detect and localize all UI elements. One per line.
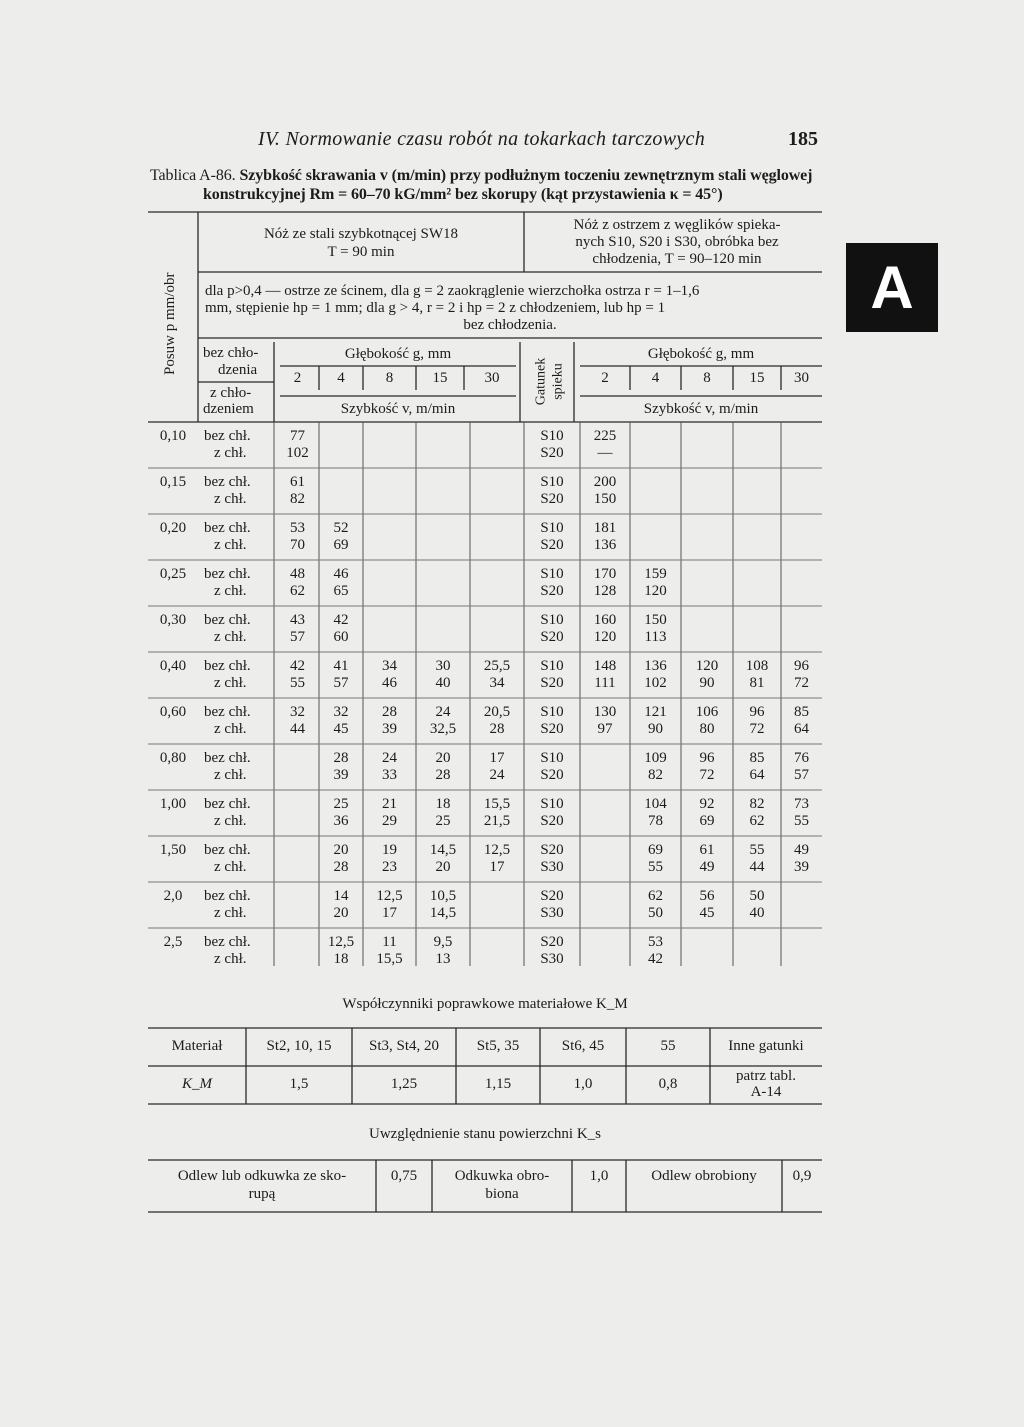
material-row-label: Materiał bbox=[171, 1038, 223, 1054]
carbide-title-3: chłodzenia, T = 90–120 min bbox=[592, 251, 762, 267]
cooling-label: bez chł. bbox=[204, 428, 251, 444]
carbide-speed: 61 bbox=[699, 842, 715, 858]
carbide-speed: 120 bbox=[695, 658, 719, 674]
hss-speed-dry: 25,5 bbox=[483, 658, 511, 674]
carbide-title-1: Nóż z ostrzem z węglików spieka- bbox=[573, 217, 781, 233]
speed-header-right: Szybkość v, m/min bbox=[643, 401, 759, 417]
hss-speed-dry: 77 bbox=[290, 428, 305, 444]
carbide-speed: 150 bbox=[593, 491, 617, 507]
carbide-grade: S10 bbox=[540, 612, 564, 628]
hss-speed-cooled: 28 bbox=[489, 721, 505, 737]
carbide-speed: 90 bbox=[648, 721, 663, 737]
cooling-label: z chł. bbox=[214, 675, 247, 691]
carbide-grade: S20 bbox=[540, 888, 564, 904]
carbide-grade: S20 bbox=[540, 813, 564, 829]
hss-speed-cooled: 55 bbox=[290, 675, 305, 691]
hss-speed-cooled: 57 bbox=[290, 629, 305, 645]
carbide-grade: S30 bbox=[540, 905, 564, 921]
km-value-1: 1,5 bbox=[289, 1076, 309, 1092]
note-line-1: dla p>0,4 — ostrze ze ścinem, dla g = 2 zaokrąglenie wierzchołka ostrza r = 1–1,6 bbox=[205, 283, 700, 299]
hss-speed-dry: 10,5 bbox=[429, 888, 457, 904]
hss-speed-dry: 14 bbox=[333, 888, 349, 904]
hss-speed-cooled: 25 bbox=[435, 813, 451, 829]
material-6: Inne gatunki bbox=[728, 1038, 804, 1054]
carbide-grade: S10 bbox=[540, 704, 564, 720]
hss-speed-dry: 42 bbox=[333, 612, 349, 628]
hss-speed-dry: 20,5 bbox=[483, 704, 511, 720]
carbide-speed: 148 bbox=[593, 658, 617, 674]
carbide-speed: 55 bbox=[794, 813, 809, 829]
hss-speed-cooled: 20 bbox=[333, 905, 349, 921]
carbide-speed: 64 bbox=[794, 721, 809, 737]
carbide-grade: S10 bbox=[540, 796, 564, 812]
hss-speed-dry: 42 bbox=[290, 658, 305, 674]
material-1: St2, 10, 15 bbox=[266, 1038, 332, 1054]
surface-item-3: Odlew obrobiony bbox=[651, 1168, 757, 1184]
feed-value: 0,30 bbox=[159, 612, 187, 628]
carbide-grade: S10 bbox=[540, 658, 564, 674]
hss-speed-dry: 32 bbox=[333, 704, 349, 720]
hss-speed-dry: 12,5 bbox=[376, 888, 403, 904]
carbide-grade: S20 bbox=[540, 491, 564, 507]
feed-value: 0,20 bbox=[159, 520, 187, 536]
depth-left-30: 30 bbox=[484, 370, 500, 386]
surface-item-2a: Odkuwka obro- bbox=[454, 1168, 550, 1184]
carbide-speed: 109 bbox=[644, 750, 667, 766]
feed-column-header: Posuw p mm/obr bbox=[162, 272, 178, 375]
table-label: Tablica A-86. bbox=[150, 167, 236, 184]
carbide-speed: 44 bbox=[749, 859, 765, 875]
cooling-label: z chł. bbox=[214, 491, 247, 507]
carbide-speed: 69 bbox=[648, 842, 663, 858]
hss-speed-dry: 48 bbox=[290, 566, 305, 582]
carbide-speed: 53 bbox=[648, 934, 663, 950]
carbide-speed: 64 bbox=[749, 767, 765, 783]
cooling-label: z chł. bbox=[214, 445, 247, 461]
carbide-speed: 96 bbox=[794, 658, 809, 674]
speed-header-left: Szybkość v, m/min bbox=[340, 401, 456, 417]
carbide-speed: 62 bbox=[749, 813, 765, 829]
carbide-speed: 56 bbox=[699, 888, 715, 904]
surface-item-2b: biona bbox=[485, 1186, 519, 1202]
carbide-grade: S10 bbox=[540, 566, 564, 582]
carbide-speed: 49 bbox=[794, 842, 809, 858]
carbide-speed: 136 bbox=[644, 658, 667, 674]
carbide-speed: 69 bbox=[699, 813, 715, 829]
carbide-speed: 78 bbox=[648, 813, 663, 829]
feed-value: 0,15 bbox=[159, 474, 187, 490]
hss-speed-cooled: 39 bbox=[333, 767, 349, 783]
carbide-speed: 49 bbox=[699, 859, 715, 875]
hss-speed-cooled: 32,5 bbox=[429, 721, 457, 737]
cooling-label: z chł. bbox=[214, 813, 247, 829]
carbide-grade: S30 bbox=[540, 859, 564, 875]
grade-header-2: spieku bbox=[550, 363, 566, 400]
surface-value-3: 0,9 bbox=[792, 1168, 812, 1184]
hss-speed-cooled: 21,5 bbox=[483, 813, 511, 829]
surface-value-2: 1,0 bbox=[589, 1168, 609, 1184]
carbide-grade: S20 bbox=[540, 721, 564, 737]
carbide-speed: 113 bbox=[644, 629, 667, 645]
depth-left-15: 15 bbox=[432, 370, 448, 386]
carbide-speed: 136 bbox=[593, 537, 617, 553]
depth-right-15: 15 bbox=[749, 370, 765, 386]
carbide-speed: 97 bbox=[597, 721, 613, 737]
feed-value: 1,00 bbox=[159, 796, 187, 812]
carbide-speed: 85 bbox=[749, 750, 765, 766]
carbide-grade: S10 bbox=[540, 474, 564, 490]
carbide-grade: S20 bbox=[540, 537, 564, 553]
hss-speed-dry: 25 bbox=[333, 796, 349, 812]
carbide-grade: S20 bbox=[540, 675, 564, 691]
cooling-label: bez chł. bbox=[204, 842, 251, 858]
hss-speed-cooled: 60 bbox=[333, 629, 349, 645]
hss-speed-cooled: 36 bbox=[333, 813, 349, 829]
hss-speed-cooled: 17 bbox=[382, 905, 397, 921]
carbide-grade: S20 bbox=[540, 445, 564, 461]
hss-speed-cooled: 29 bbox=[382, 813, 397, 829]
carbide-speed: 128 bbox=[593, 583, 617, 599]
hss-speed-cooled: 69 bbox=[333, 537, 349, 553]
carbide-speed: 82 bbox=[749, 796, 765, 812]
carbide-speed: 120 bbox=[644, 583, 667, 599]
depth-right-30: 30 bbox=[794, 370, 809, 386]
km-value-4: 1,0 bbox=[573, 1076, 593, 1092]
carbide-speed: 90 bbox=[699, 675, 715, 691]
cooling-label: bez chł. bbox=[204, 474, 251, 490]
grade-header-1: Gatunek bbox=[533, 357, 549, 406]
hss-speed-cooled: 23 bbox=[382, 859, 397, 875]
hss-speed-cooled: 14,5 bbox=[429, 905, 457, 921]
carbide-speed: 92 bbox=[699, 796, 715, 812]
hss-speed-dry: 30 bbox=[435, 658, 451, 674]
feed-value: 2,0 bbox=[163, 888, 183, 904]
hss-speed-cooled: 24 bbox=[489, 767, 505, 783]
km-value-3: 1,15 bbox=[484, 1076, 512, 1092]
hss-speed-dry: 52 bbox=[333, 520, 349, 536]
carbide-speed: 42 bbox=[648, 951, 663, 967]
note-line-3: bez chłodzenia. bbox=[463, 317, 557, 333]
carbide-speed: 85 bbox=[794, 704, 809, 720]
carbide-speed: 62 bbox=[648, 888, 663, 904]
running-head: IV. Normowanie czasu robót na tokarkach tarczowych bbox=[258, 128, 706, 150]
hss-speed-cooled: 17 bbox=[489, 859, 505, 875]
km-value-2: 1,25 bbox=[390, 1076, 418, 1092]
hss-speed-cooled: 82 bbox=[290, 491, 305, 507]
km-row-label: K_M bbox=[182, 1076, 212, 1092]
hss-speed-dry: 53 bbox=[290, 520, 305, 536]
carbide-speed: 55 bbox=[648, 859, 663, 875]
hss-speed-cooled: 13 bbox=[435, 951, 451, 967]
hss-speed-dry: 19 bbox=[382, 842, 397, 858]
carbide-speed: 72 bbox=[699, 767, 715, 783]
table-caption-line-2: konstrukcyjnej Rm = 60–70 kG/mm² bez skorupy (kąt przystawienia κ = 45°) bbox=[203, 186, 723, 203]
carbide-speed: 160 bbox=[593, 612, 617, 628]
hss-speed-dry: 12,5 bbox=[483, 842, 511, 858]
carbide-grade: S10 bbox=[540, 428, 564, 444]
hss-speed-cooled: 45 bbox=[333, 721, 349, 737]
carbide-speed: 200 bbox=[593, 474, 617, 490]
cooling-label: bez chł. bbox=[204, 934, 251, 950]
page-number: 185 bbox=[788, 128, 818, 150]
hss-speed-dry: 11 bbox=[382, 934, 397, 950]
material-5: 55 bbox=[660, 1038, 676, 1054]
cooling-header-4: dzeniem bbox=[203, 401, 254, 417]
carbide-speed: 106 bbox=[695, 704, 719, 720]
depth-left-2: 2 bbox=[293, 370, 302, 386]
carbide-speed: 81 bbox=[749, 675, 765, 691]
cooling-label: z chł. bbox=[214, 905, 247, 921]
hss-speed-dry: 46 bbox=[333, 566, 349, 582]
hss-speed-cooled: 28 bbox=[333, 859, 349, 875]
hss-speed-cooled: 33 bbox=[382, 767, 397, 783]
carbide-speed: 225 bbox=[593, 428, 617, 444]
cooling-header-2: dzenia bbox=[218, 362, 258, 378]
hss-speed-dry: 24 bbox=[382, 750, 397, 766]
cooling-label: z chł. bbox=[214, 951, 247, 967]
depth-header-left: Głębokość g, mm bbox=[344, 346, 452, 362]
feed-value: 0,40 bbox=[159, 658, 187, 674]
hss-tool-life: T = 90 min bbox=[327, 244, 395, 260]
hss-speed-dry: 12,5 bbox=[327, 934, 355, 950]
hss-speed-dry: 61 bbox=[290, 474, 305, 490]
hss-speed-cooled: 46 bbox=[382, 675, 397, 691]
hss-speed-dry: 28 bbox=[382, 704, 397, 720]
depth-left-8: 8 bbox=[385, 370, 394, 386]
carbide-speed: 111 bbox=[594, 675, 616, 691]
hss-speed-cooled: 57 bbox=[333, 675, 349, 691]
carbide-speed: 181 bbox=[593, 520, 617, 536]
hss-speed-dry: 43 bbox=[290, 612, 305, 628]
material-3: St5, 35 bbox=[476, 1038, 520, 1054]
carbide-speed: 45 bbox=[699, 905, 715, 921]
km-value-5: 0,8 bbox=[658, 1076, 678, 1092]
feed-value: 0,10 bbox=[159, 428, 187, 444]
hss-speed-cooled: 20 bbox=[435, 859, 451, 875]
hss-speed-cooled: 62 bbox=[290, 583, 305, 599]
carbide-speed: 57 bbox=[794, 767, 809, 783]
hss-speed-dry: 41 bbox=[333, 658, 349, 674]
hss-speed-cooled: 102 bbox=[286, 445, 309, 461]
feed-value: 0,80 bbox=[159, 750, 187, 766]
cooling-label: z chł. bbox=[214, 859, 247, 875]
carbide-speed: 108 bbox=[745, 658, 769, 674]
carbide-grade: S10 bbox=[540, 520, 564, 536]
carbide-speed: 73 bbox=[794, 796, 809, 812]
hss-speed-cooled: 34 bbox=[489, 675, 505, 691]
carbide-speed: 130 bbox=[593, 704, 617, 720]
carbide-speed: 80 bbox=[699, 721, 715, 737]
cooling-label: bez chł. bbox=[204, 520, 251, 536]
carbide-title-2: nych S10, S20 i S30, obróbka bez bbox=[575, 234, 779, 250]
cooling-label: z chł. bbox=[214, 767, 247, 783]
carbide-grade: S10 bbox=[540, 750, 564, 766]
hss-speed-cooled: 44 bbox=[290, 721, 305, 737]
hss-speed-cooled: 40 bbox=[435, 675, 451, 691]
carbide-speed: 120 bbox=[593, 629, 617, 645]
surface-item-1b: rupą bbox=[248, 1186, 276, 1202]
material-2: St3, St4, 20 bbox=[368, 1038, 440, 1054]
hss-speed-dry: 14,5 bbox=[429, 842, 457, 858]
carbide-speed: 39 bbox=[794, 859, 809, 875]
hss-title: Nóż ze stali szybkotnącej SW18 bbox=[263, 226, 459, 242]
hss-speed-dry: 20 bbox=[333, 842, 349, 858]
depth-right-8: 8 bbox=[703, 370, 711, 386]
material-coeff-title: Współczynniki poprawkowe materiałowe K_M bbox=[342, 996, 628, 1012]
carbide-speed: 72 bbox=[794, 675, 809, 691]
cooling-label: z chł. bbox=[214, 537, 247, 553]
cooling-label: z chł. bbox=[214, 583, 247, 599]
carbide-speed: 55 bbox=[749, 842, 765, 858]
feed-value: 0,60 bbox=[159, 704, 187, 720]
cooling-label: bez chł. bbox=[204, 658, 251, 674]
depth-left-4: 4 bbox=[337, 370, 345, 386]
hss-speed-cooled: 39 bbox=[382, 721, 397, 737]
carbide-speed: 40 bbox=[749, 905, 765, 921]
carbide-speed: 96 bbox=[699, 750, 715, 766]
km-value-6a: patrz tabl. bbox=[736, 1068, 796, 1084]
note-line-2: mm, stępienie hp = 1 mm; dla g > 4, r = 2 i hp = 2 z chłodzeniem, lub hp = 1 bbox=[205, 300, 666, 316]
feed-value: 2,5 bbox=[163, 934, 183, 950]
carbide-grade: S20 bbox=[540, 934, 564, 950]
depth-right-4: 4 bbox=[651, 370, 660, 386]
carbide-speed: 170 bbox=[593, 566, 617, 582]
hss-speed-cooled: 18 bbox=[333, 951, 349, 967]
surface-item-1a: Odlew lub odkuwka ze sko- bbox=[177, 1168, 347, 1184]
material-4: St6, 45 bbox=[561, 1038, 605, 1054]
carbide-speed: 76 bbox=[794, 750, 809, 766]
cooling-label: bez chł. bbox=[204, 566, 251, 582]
carbide-grade: S20 bbox=[540, 629, 564, 645]
carbide-grade: S30 bbox=[540, 951, 564, 967]
carbide-speed: 50 bbox=[648, 905, 663, 921]
hss-speed-cooled: 70 bbox=[290, 537, 305, 553]
hss-speed-dry: 9,5 bbox=[433, 934, 453, 950]
carbide-speed: 121 bbox=[644, 704, 667, 720]
hss-speed-cooled: 65 bbox=[333, 583, 349, 599]
cooling-label: bez chł. bbox=[204, 796, 251, 812]
feed-value: 0,25 bbox=[159, 566, 187, 582]
hss-speed-dry: 28 bbox=[333, 750, 349, 766]
cooling-header-1: bez chło- bbox=[203, 345, 259, 361]
carbide-speed: 159 bbox=[644, 566, 667, 582]
km-value-6b: A-14 bbox=[750, 1084, 782, 1100]
hss-speed-dry: 15,5 bbox=[483, 796, 511, 812]
hss-speed-dry: 34 bbox=[382, 658, 397, 674]
carbide-speed: 82 bbox=[648, 767, 663, 783]
hss-speed-cooled: 28 bbox=[435, 767, 451, 783]
cooling-header-3: z chło- bbox=[210, 385, 252, 401]
feed-value: 1,50 bbox=[159, 842, 187, 858]
cooling-label: bez chł. bbox=[204, 750, 251, 766]
cooling-label: z chł. bbox=[214, 629, 247, 645]
hss-speed-dry: 24 bbox=[435, 704, 451, 720]
cooling-label: z chł. bbox=[214, 721, 247, 737]
depth-right-2: 2 bbox=[601, 370, 609, 386]
surface-value-1: 0,75 bbox=[390, 1168, 418, 1184]
hss-speed-dry: 21 bbox=[382, 796, 397, 812]
cooling-label: bez chł. bbox=[204, 888, 251, 904]
carbide-speed: 72 bbox=[749, 721, 765, 737]
carbide-grade: S20 bbox=[540, 583, 564, 599]
carbide-speed: 150 bbox=[644, 612, 667, 628]
thumb-index-tab: A bbox=[846, 243, 938, 332]
hss-speed-cooled: 15,5 bbox=[376, 951, 403, 967]
hss-speed-dry: 18 bbox=[435, 796, 451, 812]
carbide-speed: 96 bbox=[749, 704, 765, 720]
hss-speed-dry: 20 bbox=[435, 750, 451, 766]
hss-speed-dry: 17 bbox=[489, 750, 505, 766]
carbide-speed: — bbox=[597, 445, 613, 461]
carbide-grade: S20 bbox=[540, 767, 564, 783]
carbide-speed: 104 bbox=[644, 796, 667, 812]
hss-speed-dry: 32 bbox=[290, 704, 305, 720]
carbide-speed: 50 bbox=[749, 888, 765, 904]
cooling-label: bez chł. bbox=[204, 612, 251, 628]
caption-text-1: Szybkość skrawania v (m/min) przy podłużnym toczeniu zewnętrznym stali węglowej bbox=[239, 167, 813, 184]
depth-header-right: Głębokość g, mm bbox=[647, 346, 755, 362]
surface-coeff-title: Uwzględnienie stanu powierzchni K_s bbox=[368, 1126, 602, 1142]
carbide-speed: 102 bbox=[644, 675, 667, 691]
carbide-grade: S20 bbox=[540, 842, 564, 858]
cooling-label: bez chł. bbox=[204, 704, 251, 720]
